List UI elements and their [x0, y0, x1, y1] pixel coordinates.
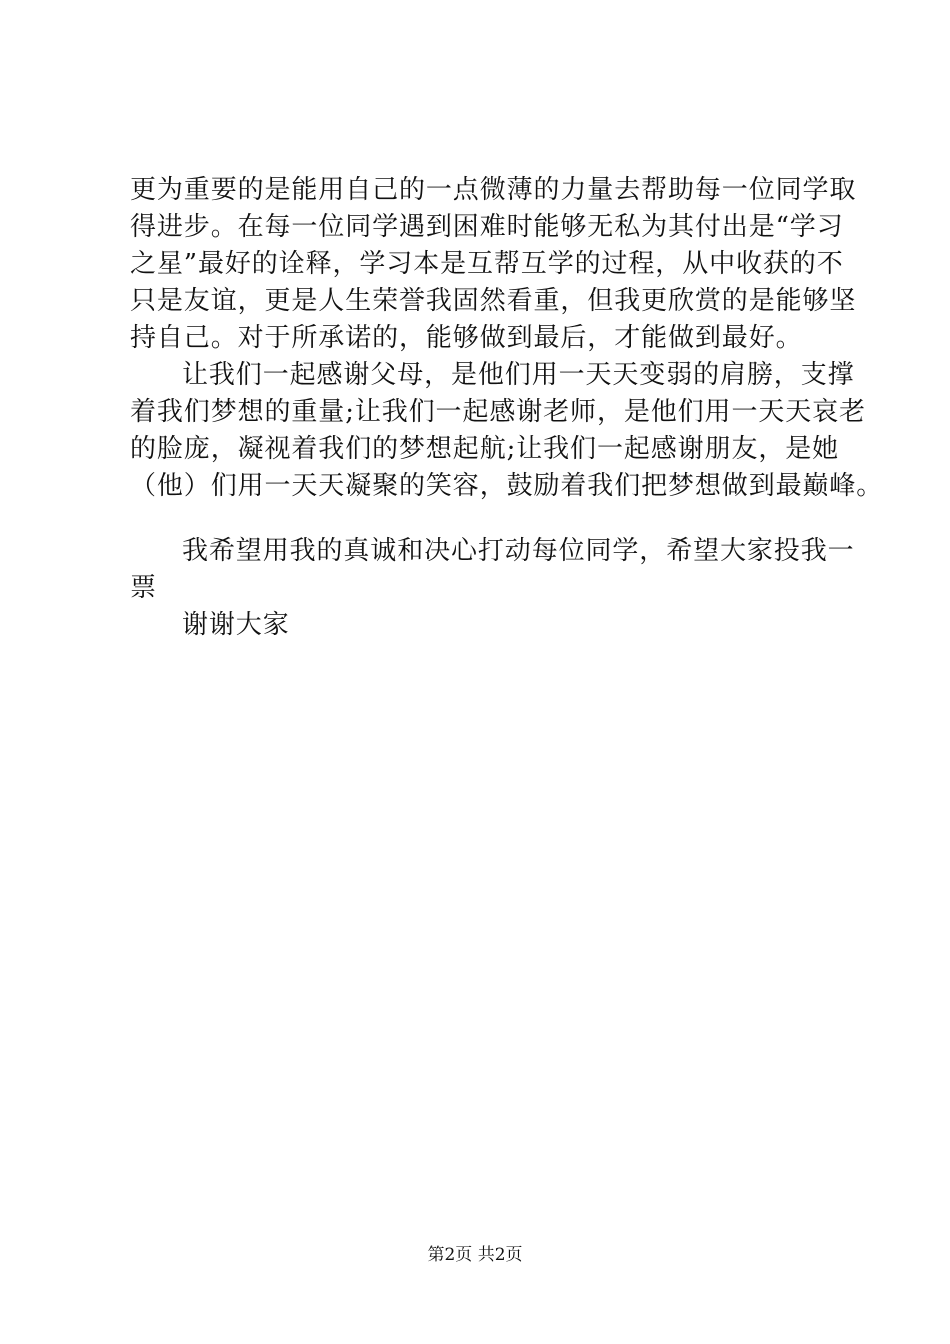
- paragraph-line: 得进步。在每一位同学遇到困难时能够无私为其付出是“学习: [130, 212, 844, 242]
- page-footer: [0, 1243, 950, 1267]
- document-body: [130, 172, 884, 644]
- paragraph-3: [130, 533, 855, 607]
- paragraph-line: 之星”最好的诠释，学习本是互帮互学的过程，从中收获的不: [130, 249, 844, 279]
- paragraph-line: 我希望用我的真诚和决心打动每位同学，希望大家投我一: [182, 536, 855, 566]
- paragraph-line: 让我们一起感谢父母，是他们用一天天变弱的肩膀，支撑: [182, 360, 855, 390]
- paragraph-line: 的脸庞，凝视着我们的梦想起航;让我们一起感谢朋友，是她: [130, 434, 840, 464]
- paragraph-line: （他）们用一天天凝聚的笑容，鼓励着我们把梦想做到最巅峰。: [130, 471, 884, 501]
- paragraph-line: 票: [130, 573, 157, 603]
- closing-line: 谢谢大家: [182, 610, 290, 640]
- page-number-label: 第2页 共2页: [427, 1245, 523, 1265]
- paragraph-line: 更为重要的是能用自己的一点微薄的力量去帮助每一位同学取: [130, 175, 857, 205]
- paragraph-line: 着我们梦想的重量;让我们一起感谢老师，是他们用一天天哀老: [130, 397, 866, 427]
- paragraph-spacer: [130, 505, 830, 533]
- paragraph-4: [130, 607, 830, 644]
- paragraph-1: [130, 172, 857, 357]
- paragraph-2: [130, 357, 884, 505]
- paragraph-line: 持自己。对于所承诺的，能够做到最后，才能做到最好。: [130, 323, 803, 353]
- paragraph-line: 只是友谊，更是人生荣誉我固然看重，但我更欣赏的是能够坚: [130, 286, 857, 316]
